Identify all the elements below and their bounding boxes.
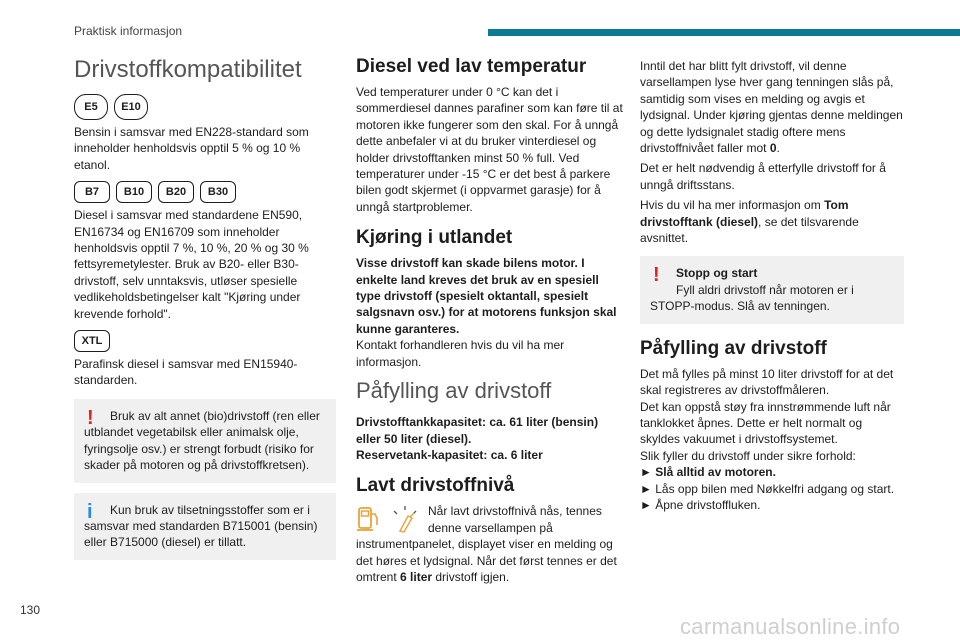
text-reserve-capacity: Reservetank-kapasitet: ca. 6 liter [356,447,543,462]
e10-badge-icon: E10 [114,94,148,120]
heading-driving-abroad: Kjøring i utlandet [356,227,513,249]
b20-badge-icon: B20 [158,181,194,203]
arrow-icon: ► [640,465,652,480]
badges-ethanol [74,94,336,120]
text-warning-lamp-behaviour [640,58,904,156]
info-text: Kun bruk av tilsetningsstoffer som er i samsvar med standarden B715001 (bensin) eller B715000 (diesel) er tillatt. [84,502,318,550]
title-fuel-compatibility: Drivstoffkompatibilitet [74,56,302,83]
refuel-step [640,481,904,497]
text-low-fuel-litres: 6 liter [400,569,433,584]
e5-badge-icon: E5 [74,94,108,120]
refuel-step [640,464,904,480]
low-fuel-icons [356,505,420,533]
arrow-icon: ► [640,497,652,512]
text-petrol-standard: Bensin i samsvar med EN228-standard som inneholder henholdsvis opptil 5 % og 10 % etanol. [74,125,309,172]
heading-refuelling: Påfylling av drivstoff [356,378,552,404]
fuel-pump-icon [356,505,382,533]
heading-diesel-low-temp: Diesel ved lav temperatur [356,56,587,77]
info-note [74,493,336,560]
text-lamp-zero: 0 [769,141,777,156]
stop-start-title: Stopp og start [676,266,758,281]
b7-badge-icon: B7 [74,181,110,203]
text-ref-part2: , se det tilsvarende avsnittet. [640,214,859,246]
refuel-step-3: Åpne drivstoffluken. [655,497,761,512]
text-lamp-part1: Inntil det har blitt fylt drivstoff, vil denne varsellampen lyse hver gang tenningen slås på, samtidig som vises en melding og avgis et lydsignal. Under kjøring gjentas denne meldingen og dette lydsignalet stadig oftere mens drivstoffnivået faller mot [640,59,903,156]
text-lamp-part2: . [776,141,780,156]
column-refuel-procedure [640,56,904,513]
refuel-step-2: Lås opp bilen med Nøkkelfri adgang og start. [655,481,895,496]
text-safe-refuel-intro: Slik fyller du drivstoff under sikre forhold: [640,448,856,463]
b30-badge-icon: B30 [200,181,236,203]
badges-xtl [74,330,336,352]
stop-start-note [640,256,904,323]
text-abroad-warning: Visse drivstoff kan skade bilens motor. I enkelte land kreves det bruk av en spesiell type drivstoff (spesielt oktantall, spesielt salgsnavn osv.) for at motorens funksjon skal kunne garanteres. [356,256,617,336]
text-xtl-standard: Parafinsk diesel i samsvar med EN15940-standarden. [74,357,298,388]
text-empty-tank-ref [640,197,904,246]
xtl-badge-icon: XTL [74,330,110,352]
arrow-icon: ► [640,481,652,496]
info-i-icon: i [87,500,93,523]
watermark-text: carmanualsonline.info [680,614,901,639]
low-fuel-warning-lamp-icon [390,505,420,533]
text-min-10-litres: Det må fylles på minst 10 liter drivstoff for at det skal registreres av drivstoffmåleren. [640,366,894,398]
column-diesel-refuel [356,56,624,589]
text-diesel-standard: Diesel i samsvar med standardene EN590, EN16734 og EN16709 som inneholder henholdsvis opptil 7 %, 10 %, 20 % og 30 % fettsyremetylester. Bruk av B20- eller B30-drivstoff, selv unntaksvis, utløser spesielle vedlikeholdsbetingelser kalt "Kjøring under krevende forhold". [74,208,309,321]
refuel-step [640,497,904,513]
page-number: 130 [20,603,41,617]
text-tank-capacity: Drivstofftankkapasitet: ca. 61 liter (bensin) eller 50 liter (diesel). [356,415,599,446]
text-diesel-low-temp: Ved temperaturer under 0 °C kan det i sommerdiesel dannes parafiner som kan føre til at motoren ikke fungerer som den skal. For å unngå dette anbefaler vi at du bruker vinterdiesel og holder drivstofftanken minst 50 % full. Ved temperaturer under -15 °C er det best å parkere bilen godt skjermet (i oppvarmet garasje) for å unngå startproblemer. [356,85,623,214]
text-refill-necessary: Det er helt nødvendig å etterfylle drivstoff for å unngå driftsstans. [640,161,886,192]
heading-low-fuel: Lavt drivstoffnivå [356,475,515,497]
text-low-fuel-part1: Når lavt drivstoffnivå nås, tennes denne varsellampen på instrumentpanelet, displayet viser en melding og det høres et lydsignal. Når det først tennes er det omtrent [356,504,617,584]
text-low-fuel-part2: drivstoff igjen. [432,569,510,584]
refuel-step-1: Slå alltid av motoren. [655,465,776,480]
heading-refuelling-2: Påfylling av drivstoff [640,337,827,359]
text-abroad-contact: Kontakt forhandleren hvis du vil ha mer informasjon. [356,338,565,369]
text-air-noise: Det kan oppstå støy fra innstrømmende luft når tanklokket åpnes. Dette er helt normalt og skyldes vakuumet i drivstoffsystemet. [640,399,891,447]
warning-exclamation-icon: ! [87,406,94,429]
warning-exclamation-icon: ! [653,264,660,287]
warning-text: Bruk av alt annet (bio)drivstoff (ren eller utblandet vegetabilsk eller animalsk olje, fyringsolje osv.) er strengt forbudt (risiko for skader på motoren og på drivstoffkretsen). [84,408,320,473]
warning-note [74,399,336,483]
b10-badge-icon: B10 [116,181,152,203]
text-ref-link: Tom drivstofftank (diesel) [640,198,849,229]
badges-biodiesel [74,181,336,203]
text-ref-part1: Hvis du vil ha mer informasjon om [640,198,825,213]
stop-start-text: Fyll aldri drivstoff når motoren er i STOPP-modus. Slå av tenningen. [650,282,854,314]
header-accent-bar [488,29,960,36]
column-compatibility [74,56,336,570]
running-header: Praktisk informasjon [74,24,183,38]
